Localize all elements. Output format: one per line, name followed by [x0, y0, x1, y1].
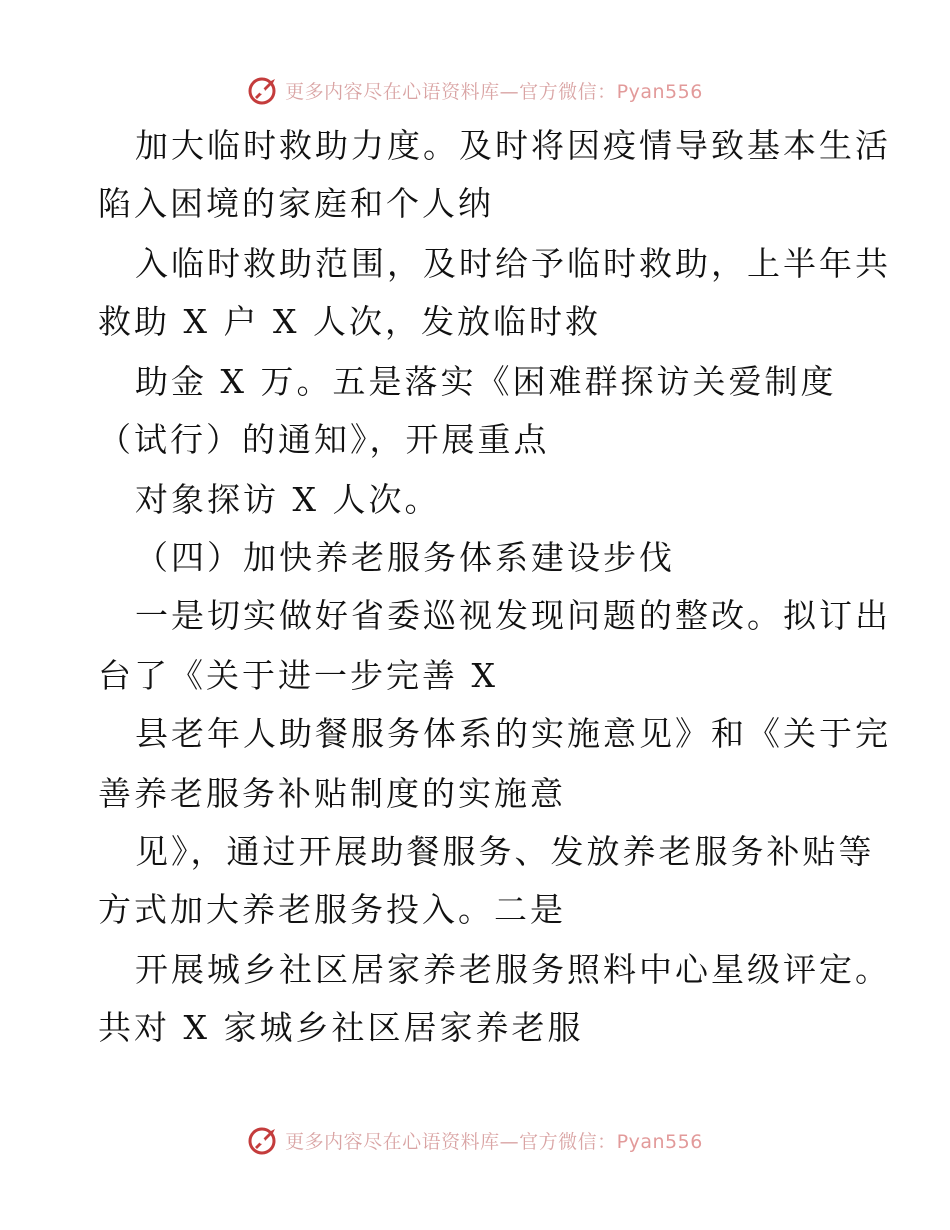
footer-watermark — [0, 1120, 950, 1160]
text-line: 加大临时救助力度。及时将因疫情导致基本生活 — [135, 126, 891, 165]
pen-logo-icon — [247, 1123, 281, 1157]
text-line: 开展城乡社区居家养老服务照料中心星级评定。 — [135, 950, 891, 989]
watermark-text: 更多内容尽在心语资料库—官方微信：Pyan556 — [285, 1130, 703, 1153]
text-line: 方式加大养老服务投入。二是 — [98, 890, 566, 929]
text-line: 对象探访 X 人次。 — [135, 480, 441, 519]
header-watermark — [0, 70, 950, 110]
text-line: （试行）的通知》，开展重点 — [98, 420, 550, 459]
text-line: 善养老服务补贴制度的实施意 — [98, 774, 566, 813]
text-line: 共对 X 家城乡社区居家养老服 — [98, 1008, 584, 1047]
text-line: 台了《关于进一步完善 X — [98, 656, 498, 695]
text-line: 助金 X 万。五是落实《困难群探访关爱制度 — [135, 362, 837, 401]
text-line: 县老年人助餐服务体系的实施意见》和《关于完 — [135, 714, 891, 753]
text-line: 一是切实做好省委巡视发现问题的整改。拟订出 — [135, 596, 891, 635]
watermark-text: 更多内容尽在心语资料库—官方微信：Pyan556 — [285, 80, 703, 103]
section-heading: （四）加快养老服务体系建设步伐 — [135, 538, 675, 577]
pen-logo-icon — [247, 73, 281, 107]
text-line: 见》，通过开展助餐服务、发放养老服务补贴等 — [135, 832, 875, 871]
text-line: 救助 X 户 X 人次，发放临时救 — [98, 302, 601, 341]
text-line: 陷入困境的家庭和个人纳 — [98, 184, 494, 223]
text-line: 入临时救助范围，及时给予临时救助，上半年共 — [135, 244, 891, 283]
